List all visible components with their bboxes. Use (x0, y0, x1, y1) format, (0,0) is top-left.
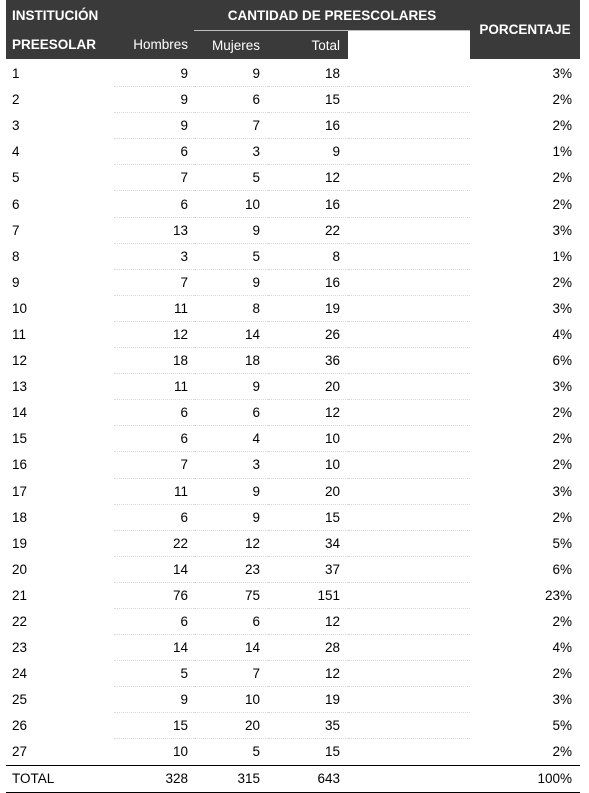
table-row (6, 713, 580, 739)
cell-mujeres: 7 (194, 113, 268, 139)
cell-hombres: 9 (114, 59, 194, 87)
cell-spacer (348, 295, 470, 321)
cell-spacer (348, 243, 470, 269)
cell-spacer (348, 739, 470, 765)
header-institucion-line2: PREESOLAR (6, 31, 114, 60)
table-row (6, 269, 580, 295)
cell-hombres: 13 (114, 217, 194, 243)
cell-porcentaje: 2% (552, 614, 573, 630)
cell-total: 8 (268, 243, 348, 269)
cell-institucion: 13 (12, 379, 28, 395)
table-row (6, 452, 580, 478)
cell-institucion: 22 (12, 614, 28, 630)
table-row (6, 478, 580, 504)
cell-hombres: 18 (114, 348, 194, 374)
total-porcentaje: 100% (470, 765, 580, 792)
cell-porcentaje: 23% (544, 587, 573, 603)
table-row (6, 687, 580, 713)
cell-institucion: 5 (12, 170, 20, 186)
cell-spacer (348, 321, 470, 347)
cell-porcentaje: 5% (552, 718, 573, 734)
header-institucion-line1: INSTITUCIÓN (6, 0, 194, 31)
cell-mujeres: 9 (194, 374, 268, 400)
cell-hombres: 7 (114, 452, 194, 478)
cell-mujeres: 9 (194, 504, 268, 530)
cell-institucion: 3 (12, 118, 20, 134)
table-row (6, 530, 580, 556)
total-total: 643 (268, 765, 348, 792)
table-row (6, 87, 580, 113)
cell-porcentaje: 1% (552, 248, 573, 264)
cell-institucion: 26 (12, 718, 28, 734)
cell-hombres: 9 (114, 687, 194, 713)
cell-porcentaje: 6% (552, 353, 573, 369)
total-row (6, 765, 580, 792)
cell-mujeres: 20 (194, 713, 268, 739)
header-mujeres: Mujeres (194, 31, 268, 60)
cell-spacer (348, 165, 470, 191)
header-porcentaje: PORCENTAJE (470, 0, 580, 59)
cell-total: 15 (268, 739, 348, 765)
cell-porcentaje: 2% (552, 431, 573, 447)
cell-porcentaje: 4% (552, 326, 573, 342)
cell-institucion: 15 (12, 431, 28, 447)
cell-total: 19 (268, 687, 348, 713)
cell-porcentaje: 3% (552, 300, 573, 316)
table-row (6, 661, 580, 687)
cell-porcentaje: 5% (552, 535, 573, 551)
cell-porcentaje: 2% (552, 170, 573, 186)
cell-total: 12 (268, 165, 348, 191)
cell-porcentaje: 3% (552, 483, 573, 499)
cell-hombres: 7 (114, 269, 194, 295)
cell-mujeres: 9 (194, 217, 268, 243)
cell-total: 26 (268, 321, 348, 347)
cell-institucion: 4 (12, 144, 20, 160)
table-row (6, 556, 580, 582)
cell-total: 37 (268, 556, 348, 582)
cell-institucion: 14 (12, 405, 28, 421)
cell-institucion: 27 (12, 744, 28, 760)
cell-hombres: 6 (114, 400, 194, 426)
cell-spacer (348, 452, 470, 478)
cell-spacer (348, 582, 470, 608)
cell-porcentaje: 6% (552, 561, 573, 577)
cell-mujeres: 6 (194, 400, 268, 426)
cell-spacer (348, 400, 470, 426)
cell-mujeres: 14 (194, 321, 268, 347)
cell-porcentaje: 2% (552, 92, 573, 108)
cell-mujeres: 9 (194, 59, 268, 87)
cell-institucion: 6 (12, 196, 20, 212)
cell-total: 10 (268, 426, 348, 452)
cell-spacer (348, 139, 470, 165)
cell-spacer (348, 504, 470, 530)
cell-mujeres: 3 (194, 452, 268, 478)
cell-institucion: 18 (12, 509, 28, 525)
table-row (6, 582, 580, 608)
cell-spacer (348, 530, 470, 556)
cell-total: 15 (268, 87, 348, 113)
header-hombres: Hombres (114, 31, 194, 60)
cell-porcentaje: 2% (552, 457, 573, 473)
cell-institucion: 9 (12, 274, 20, 290)
cell-mujeres: 18 (194, 348, 268, 374)
cell-hombres: 6 (114, 139, 194, 165)
cell-total: 19 (268, 295, 348, 321)
cell-mujeres: 10 (194, 687, 268, 713)
cell-porcentaje: 3% (552, 379, 573, 395)
cell-porcentaje: 2% (552, 274, 573, 290)
table-row (6, 374, 580, 400)
cell-total: 10 (268, 452, 348, 478)
cell-hombres: 22 (114, 530, 194, 556)
table-header (6, 0, 580, 59)
cell-mujeres: 6 (194, 608, 268, 634)
cell-porcentaje: 2% (552, 744, 573, 760)
cell-spacer (348, 87, 470, 113)
cell-mujeres: 75 (194, 582, 268, 608)
cell-mujeres: 6 (194, 87, 268, 113)
cell-porcentaje: 3% (552, 692, 573, 708)
header-total: Total (268, 31, 348, 60)
header-cantidad: CANTIDAD DE PREESCOLARES (194, 0, 470, 31)
total-label: TOTAL (6, 765, 114, 792)
cell-hombres: 9 (114, 87, 194, 113)
cell-total: 18 (268, 59, 348, 87)
cell-institucion: 12 (12, 353, 28, 369)
cell-total: 22 (268, 217, 348, 243)
cell-total: 151 (268, 582, 348, 608)
cell-mujeres: 14 (194, 635, 268, 661)
table-row (6, 739, 580, 765)
total-mujeres: 315 (194, 765, 268, 792)
cell-hombres: 9 (114, 113, 194, 139)
cell-spacer (348, 348, 470, 374)
cell-mujeres: 5 (194, 165, 268, 191)
cell-mujeres: 7 (194, 661, 268, 687)
cell-spacer (348, 374, 470, 400)
cell-porcentaje: 2% (552, 118, 573, 134)
cell-mujeres: 5 (194, 243, 268, 269)
table-row (6, 295, 580, 321)
cell-hombres: 6 (114, 191, 194, 217)
cell-institucion: 25 (12, 692, 28, 708)
cell-spacer (348, 635, 470, 661)
table-row (6, 504, 580, 530)
cell-mujeres: 9 (194, 478, 268, 504)
cell-institucion: 21 (12, 587, 28, 603)
cell-hombres: 14 (114, 556, 194, 582)
cell-institucion: 23 (12, 640, 28, 656)
cell-porcentaje: 1% (552, 144, 573, 160)
cell-porcentaje: 2% (552, 509, 573, 525)
cell-porcentaje: 3% (552, 66, 573, 82)
table-row (6, 243, 580, 269)
cell-spacer (348, 556, 470, 582)
cell-total: 16 (268, 269, 348, 295)
cell-institucion: 11 (12, 326, 27, 342)
cell-porcentaje: 2% (552, 196, 573, 212)
cell-institucion: 1 (12, 66, 20, 82)
cell-hombres: 11 (114, 478, 194, 504)
cell-hombres: 76 (114, 582, 194, 608)
cell-total: 16 (268, 113, 348, 139)
cell-hombres: 12 (114, 321, 194, 347)
table-row (6, 426, 580, 452)
cell-total: 12 (268, 400, 348, 426)
cell-mujeres: 23 (194, 556, 268, 582)
cell-hombres: 6 (114, 504, 194, 530)
cell-hombres: 14 (114, 635, 194, 661)
cell-spacer (348, 478, 470, 504)
table-row (6, 635, 580, 661)
cell-porcentaje: 4% (552, 640, 573, 656)
cell-mujeres: 8 (194, 295, 268, 321)
cell-total: 20 (268, 374, 348, 400)
table-row (6, 348, 580, 374)
cell-total: 16 (268, 191, 348, 217)
cell-mujeres: 4 (194, 426, 268, 452)
cell-porcentaje: 2% (552, 405, 573, 421)
cell-hombres: 10 (114, 739, 194, 765)
cell-hombres: 15 (114, 713, 194, 739)
cell-hombres: 6 (114, 426, 194, 452)
cell-total: 20 (268, 478, 348, 504)
cell-spacer (348, 713, 470, 739)
cell-total: 36 (268, 348, 348, 374)
cell-spacer (348, 59, 470, 87)
cell-hombres: 6 (114, 608, 194, 634)
cell-institucion: 19 (12, 535, 28, 551)
cell-spacer (348, 113, 470, 139)
cell-institucion: 2 (12, 92, 20, 108)
cell-hombres: 3 (114, 243, 194, 269)
table-row (6, 400, 580, 426)
cell-spacer (348, 217, 470, 243)
cell-porcentaje: 3% (552, 222, 573, 238)
table-footer (6, 765, 580, 792)
table-row (6, 321, 580, 347)
cell-mujeres: 5 (194, 739, 268, 765)
cell-mujeres: 10 (194, 191, 268, 217)
cell-institucion: 17 (12, 483, 28, 499)
cell-institucion: 20 (12, 561, 28, 577)
cell-institucion: 16 (12, 457, 28, 473)
table-row (6, 113, 580, 139)
cell-total: 15 (268, 504, 348, 530)
table-body (6, 59, 580, 765)
table-row (6, 608, 580, 634)
cell-spacer (348, 687, 470, 713)
cell-total: 35 (268, 713, 348, 739)
table-row (6, 165, 580, 191)
cell-institucion: 7 (12, 222, 20, 238)
cell-institucion: 24 (12, 666, 28, 682)
cell-institucion: 8 (12, 248, 20, 264)
cell-total: 34 (268, 530, 348, 556)
table-row (6, 191, 580, 217)
cell-hombres: 7 (114, 165, 194, 191)
cell-mujeres: 9 (194, 269, 268, 295)
total-spacer (348, 765, 470, 792)
cell-hombres: 11 (114, 295, 194, 321)
cell-hombres: 5 (114, 661, 194, 687)
cell-mujeres: 3 (194, 139, 268, 165)
cell-spacer (348, 269, 470, 295)
cell-institucion: 10 (12, 300, 28, 316)
table-row (6, 59, 580, 87)
cell-total: 28 (268, 635, 348, 661)
cell-total: 12 (268, 608, 348, 634)
cell-mujeres: 12 (194, 530, 268, 556)
cell-hombres: 11 (114, 374, 194, 400)
cell-spacer (348, 191, 470, 217)
table-row (6, 139, 580, 165)
cell-total: 12 (268, 661, 348, 687)
cell-total: 9 (268, 139, 348, 165)
table-row (6, 217, 580, 243)
cell-spacer (348, 426, 470, 452)
preescolares-table (6, 0, 580, 793)
cell-spacer (348, 661, 470, 687)
total-hombres: 328 (114, 765, 194, 792)
cell-porcentaje: 2% (552, 666, 573, 682)
cell-spacer (348, 608, 470, 634)
